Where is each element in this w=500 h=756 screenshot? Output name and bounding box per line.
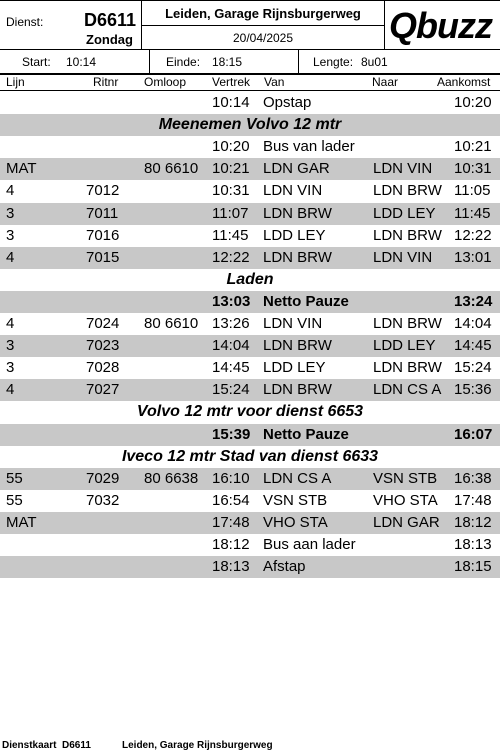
cell-vertrek: 13:26 (212, 315, 250, 332)
cell-aankomst: 15:36 (454, 381, 492, 399)
cell-aankomst: 10:31 (454, 160, 492, 178)
cell-aankomst: 18:12 (454, 513, 492, 531)
cell-vertrek: 10:31 (212, 182, 250, 200)
cell-aankomst: 14:04 (454, 315, 492, 332)
cell-vertrek: 15:24 (212, 381, 250, 399)
cell-ritnr: 7029 (86, 469, 120, 487)
section-title: Meenemen Volvo 12 mtr (158, 116, 342, 134)
cell-van: Bus van lader (263, 138, 355, 156)
cell-aankomst: 18:15 (454, 558, 492, 576)
cell-van: LDN VIN (263, 315, 323, 332)
table-row (0, 136, 500, 158)
cell-lijn: 55 (6, 469, 23, 487)
header-dienst-box (0, 0, 142, 50)
table-row (0, 512, 500, 534)
cell-van: LDN BRW (263, 204, 332, 222)
pause-row (0, 291, 500, 313)
qbuzz-logo: Qbuzz (389, 5, 492, 46)
cell-naar: LDN BRW (373, 315, 442, 332)
cell-naar: VHO STA (373, 491, 438, 509)
header-logo-box (384, 0, 500, 50)
start-label: Start: (22, 55, 51, 69)
cell-lijn: 4 (6, 381, 15, 399)
cell-vertrek: 11:45 (212, 226, 249, 244)
einde-label: Einde: (166, 55, 201, 69)
cell-aankomst: 16:38 (454, 469, 492, 487)
table-row (0, 180, 500, 202)
section-title-row (0, 401, 500, 423)
header-einde-box (149, 49, 299, 74)
date-value: 20/04/2025 (232, 31, 294, 45)
cell-lijn: 3 (6, 337, 15, 355)
cell-lijn: 4 (6, 248, 15, 266)
footer-dienst-number: D6611 (62, 740, 91, 751)
cell-ritnr: 7024 (86, 315, 120, 332)
cell-van: Netto Pauze (263, 425, 349, 443)
cell-naar: LDN BRW (373, 182, 442, 200)
cell-lijn: MAT (6, 160, 37, 178)
cell-naar: LDD LEY (373, 204, 436, 222)
start-value: 10:14 (66, 55, 97, 69)
cell-aankomst: 10:20 (454, 94, 492, 111)
section-title: Volvo 12 mtr voor dienst 6653 (136, 403, 364, 421)
cell-naar: LDN VIN (373, 160, 433, 178)
cell-aankomst: 13:24 (454, 292, 493, 310)
cell-vertrek: 18:13 (212, 558, 250, 576)
col-van: Van (264, 75, 285, 89)
cell-lijn: MAT (6, 513, 37, 531)
cell-naar: LDN GAR (373, 513, 440, 531)
cell-van: LDD LEY (263, 359, 326, 377)
col-vertrek: Vertrek (212, 75, 251, 89)
cell-aankomst: 16:07 (454, 425, 493, 443)
cell-omloop: 80 6610 (144, 315, 199, 332)
cell-vertrek: 14:04 (212, 337, 250, 355)
cell-lijn: 3 (6, 226, 15, 244)
header-location-box (141, 0, 385, 26)
table-row (0, 379, 500, 401)
cell-vertrek: 18:12 (212, 536, 250, 553)
cell-van: LDN CS A (263, 469, 332, 487)
cell-vertrek: 10:20 (212, 138, 250, 156)
cell-lijn: 3 (6, 359, 15, 377)
header-date-box (141, 25, 385, 50)
footer-kaart-label: Dienstkaart (2, 740, 57, 751)
table-row (0, 357, 500, 379)
header-start-box (0, 49, 150, 74)
cell-ritnr: 7015 (86, 248, 120, 266)
cell-van: LDN BRW (263, 381, 332, 399)
col-aankomst: Aankomst (437, 75, 491, 89)
cell-aankomst: 18:13 (454, 536, 492, 553)
cell-vertrek: 11:07 (212, 204, 249, 222)
cell-omloop: 80 6610 (144, 160, 199, 178)
footer-location: Leiden, Garage Rijnsburgerweg (122, 740, 273, 751)
cell-aankomst: 11:05 (454, 182, 491, 200)
cell-lijn: 55 (6, 491, 23, 509)
einde-value: 18:15 (212, 55, 243, 69)
section-title-row (0, 114, 500, 136)
section-title: Laden (226, 270, 274, 288)
cell-naar: LDD LEY (373, 337, 436, 355)
cell-vertrek: 12:22 (212, 248, 250, 266)
cell-vertrek: 15:39 (212, 425, 251, 443)
cell-van: LDN GAR (263, 160, 330, 178)
cell-aankomst: 13:01 (454, 248, 492, 266)
cell-lijn: 3 (6, 204, 15, 222)
header-lengte-box (298, 49, 500, 74)
cell-ritnr: 7032 (86, 491, 120, 509)
lengte-label: Lengte: (313, 55, 354, 69)
cell-vertrek: 17:48 (212, 513, 250, 531)
cell-ritnr: 7016 (86, 226, 120, 244)
cell-van: VHO STA (263, 513, 328, 531)
cell-van: LDD LEY (263, 226, 326, 244)
cell-naar: LDN BRW (373, 226, 442, 244)
cell-van: Netto Pauze (263, 292, 349, 310)
cell-naar: LDN VIN (373, 248, 433, 266)
cell-van: Bus aan lader (263, 536, 356, 553)
table-row (0, 158, 500, 180)
cell-van: Opstap (263, 94, 312, 111)
cell-vertrek: 14:45 (212, 359, 250, 377)
table-row (0, 225, 500, 247)
table-row (0, 490, 500, 512)
lengte-value: 8u01 (361, 55, 388, 69)
header (0, 0, 500, 74)
cell-naar: LDN BRW (373, 359, 442, 377)
cell-ritnr: 7023 (86, 337, 120, 355)
cell-aankomst: 14:45 (454, 337, 492, 355)
col-ritnr: Ritnr (93, 75, 119, 89)
table-row (0, 468, 500, 490)
cell-vertrek: 10:21 (212, 160, 250, 178)
cell-vertrek: 13:03 (212, 292, 251, 310)
col-naar: Naar (372, 75, 399, 89)
col-omloop: Omloop (144, 75, 187, 89)
cell-van: LDN VIN (263, 182, 323, 200)
cell-lijn: 4 (6, 315, 15, 332)
dienst-label: Dienst: (6, 15, 44, 29)
section-title-row (0, 269, 500, 291)
cell-van: LDN BRW (263, 337, 332, 355)
cell-van: VSN STB (263, 491, 328, 509)
dienst-number: D6611 (84, 10, 137, 30)
section-title-row (0, 446, 500, 468)
cell-aankomst: 10:21 (454, 138, 492, 156)
cell-ritnr: 7028 (86, 359, 120, 377)
cell-vertrek: 16:54 (212, 491, 250, 509)
dienst-day: Zondag (86, 32, 133, 47)
table-row (0, 534, 500, 556)
cell-vertrek: 10:14 (212, 94, 250, 111)
table-row (0, 313, 500, 335)
table-row (0, 335, 500, 357)
cell-van: Afstap (263, 558, 306, 576)
table-row (0, 556, 500, 578)
cell-omloop: 80 6638 (144, 469, 199, 487)
cell-van: LDN BRW (263, 248, 332, 266)
cell-aankomst: 17:48 (454, 491, 492, 509)
col-lijn: Lijn (6, 75, 25, 89)
table-row (0, 203, 500, 225)
cell-ritnr: 7011 (86, 204, 119, 222)
column-header-row (0, 74, 500, 91)
section-title: Iveco 12 mtr Stad van dienst 6633 (121, 447, 379, 465)
cell-aankomst: 12:22 (454, 226, 492, 244)
cell-vertrek: 16:10 (212, 469, 250, 487)
cell-lijn: 4 (6, 182, 15, 200)
cell-ritnr: 7027 (86, 381, 120, 399)
cell-aankomst: 15:24 (454, 359, 492, 377)
cell-naar: LDN CS A (373, 381, 442, 399)
table-row (0, 92, 500, 114)
cell-aankomst: 11:45 (454, 204, 491, 222)
pause-row (0, 424, 500, 446)
location-name: Leiden, Garage Rijnsburgerweg (165, 6, 361, 21)
cell-naar: VSN STB (373, 469, 438, 487)
cell-ritnr: 7012 (86, 182, 120, 200)
table-row (0, 247, 500, 269)
